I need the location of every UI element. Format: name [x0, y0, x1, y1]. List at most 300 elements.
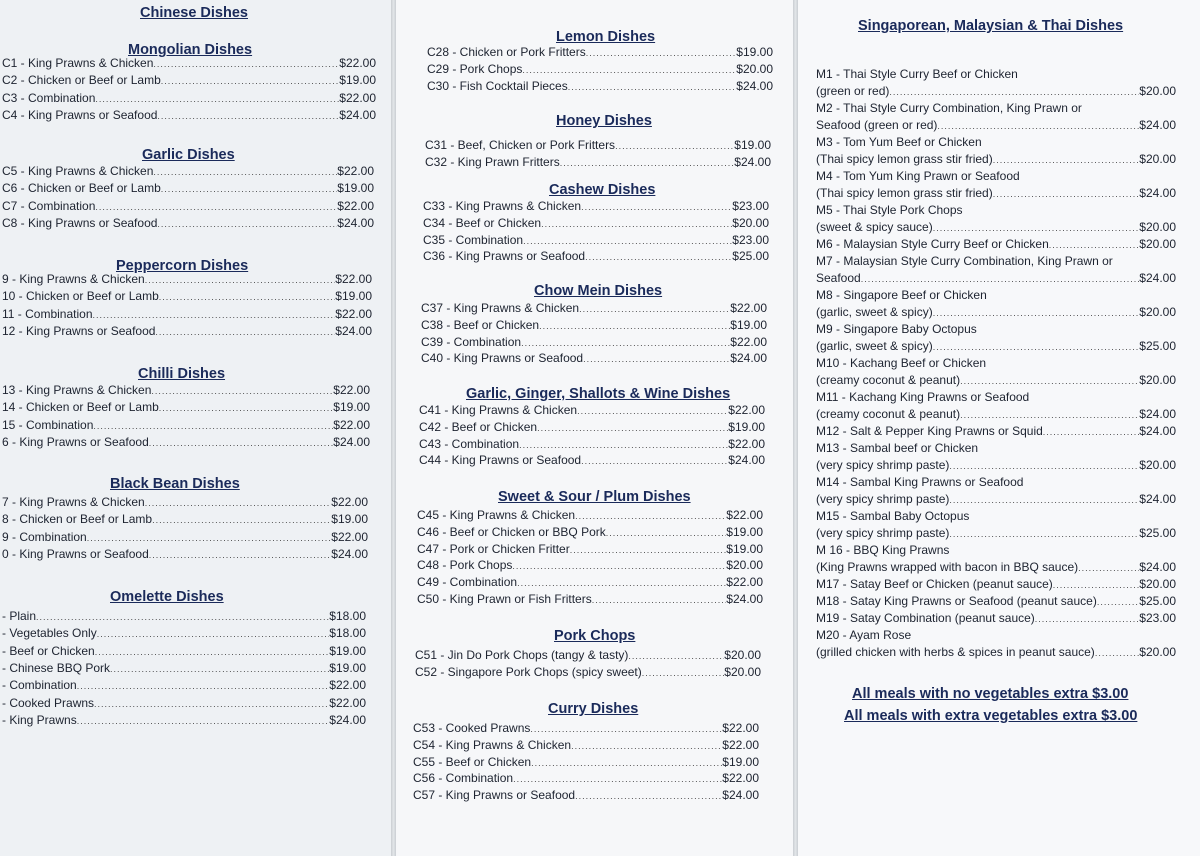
menu-item-name: C2 - Chicken or Beef or Lamb	[2, 73, 161, 88]
dot-leader	[581, 453, 728, 469]
menu-item-price: $22.00	[726, 508, 763, 522]
menu-item-row	[816, 610, 1176, 627]
menu-item-price: $22.00	[331, 495, 368, 509]
menu-item-name: M7 - Malaysian Style Curry Combination, King Prawn or	[816, 254, 1113, 268]
dot-leader	[145, 272, 336, 288]
menu-item-price: $19.00	[736, 45, 773, 59]
dot-leader	[583, 351, 730, 367]
menu-item-name: 8 - Chicken or Beef or Lamb	[2, 512, 153, 527]
dot-leader	[149, 435, 334, 451]
menu-item-price: $24.00	[329, 712, 366, 727]
dot-leader	[541, 216, 732, 232]
menu-item-name: M18 - Satay King Prawns or Seafood (peanut sauce)	[816, 594, 1097, 608]
menu-item-row	[413, 720, 759, 737]
menu-item-row	[816, 372, 1176, 389]
dot-leader	[95, 91, 339, 107]
menu-item-name: C31 - Beef, Chicken or Pork Fritters	[425, 138, 616, 152]
menu-item-name: (King Prawns wrapped with bacon in BBQ sauce)	[816, 560, 1079, 574]
menu-item-price: $22.00	[722, 771, 759, 786]
vegetables-note-2: All meals with extra vegetables extra $3.00	[844, 708, 1138, 724]
menu-item-price: $22.00	[329, 695, 366, 710]
menu-item-row	[417, 574, 763, 591]
dot-leader	[95, 644, 330, 660]
menu-item-name: C8 - King Prawns or Seafood	[2, 215, 158, 230]
menu-item-row	[816, 304, 1176, 321]
menu-item-name: C40 - King Prawns or Seafood	[421, 351, 584, 366]
menu-item-price: $23.00	[732, 199, 769, 213]
menu-item-row	[423, 232, 769, 249]
dot-leader	[937, 118, 1139, 134]
menu-item-price: $19.00	[337, 181, 374, 196]
menu-item-name: C37 - King Prawns & Chicken	[421, 301, 580, 315]
dot-leader	[949, 492, 1139, 508]
menu-item-name: C34 - Beef or Chicken	[423, 215, 542, 230]
dot-leader	[933, 305, 1140, 321]
menu-item-price: $20.00	[1139, 373, 1176, 387]
menu-item-name: M10 - Kachang Beef or Chicken	[816, 356, 987, 370]
menu-item-price: $22.00	[331, 529, 368, 544]
menu-item-name: C45 - King Prawns & Chicken	[417, 508, 576, 522]
menu-item-name: M12 - Salt & Pepper King Prawns or Squid	[816, 424, 1043, 438]
menu-item-price: $19.00	[331, 512, 368, 527]
menu-item-price: $22.00	[730, 301, 767, 315]
menu-item-row	[2, 434, 370, 451]
section-heading: Cashew Dishes	[549, 182, 656, 198]
dot-leader	[149, 547, 332, 563]
menu-item-price: $19.00	[333, 400, 370, 415]
menu-item-name: 15 - Combination	[2, 417, 94, 432]
dot-leader	[161, 181, 338, 197]
menu-item-price: $22.00	[337, 198, 374, 213]
dot-leader	[157, 216, 337, 232]
menu-item-name: C4 - King Prawns or Seafood	[2, 107, 158, 122]
menu-item-name: - Cooked Prawns	[2, 695, 95, 710]
menu-item-name: - Beef or Chicken	[2, 643, 95, 658]
dot-leader	[571, 738, 722, 754]
menu-item-row	[2, 399, 370, 416]
dot-leader	[537, 420, 728, 436]
menu-item-row	[816, 457, 1176, 474]
menu-item-row	[2, 511, 368, 528]
menu-item-name: C1 - King Prawns & Chicken	[2, 56, 154, 70]
menu-item-row	[421, 300, 767, 317]
menu-item-row	[415, 647, 761, 664]
menu-item-name: - Vegetables Only	[2, 626, 97, 641]
menu-item-row	[816, 491, 1176, 508]
menu-item-price: $20.00	[1139, 84, 1176, 98]
menu-item-price: $19.00	[329, 660, 366, 675]
menu-item-price: $25.00	[1139, 594, 1176, 608]
menu-item-price: $24.00	[734, 154, 771, 169]
menu-item-row	[2, 494, 368, 511]
dot-leader	[993, 152, 1140, 168]
menu-item-name: M2 - Thai Style Curry Combination, King Prawn or	[816, 101, 1082, 115]
dot-leader	[575, 508, 726, 524]
dot-leader	[159, 289, 336, 305]
section-heading: Omelette Dishes	[110, 589, 224, 605]
menu-item-row	[427, 61, 773, 78]
menu-item-row	[2, 677, 366, 694]
menu-item-price: $22.00	[339, 56, 376, 70]
menu-item-price: $22.00	[339, 90, 376, 105]
menu-item-name: - Plain	[2, 609, 37, 623]
menu-item-row	[2, 529, 368, 546]
menu-item-price: $19.00	[726, 524, 763, 539]
menu-item-row	[2, 215, 374, 232]
menu-item-price: $20.00	[726, 558, 763, 573]
menu-item-price: $19.00	[728, 419, 765, 434]
dot-leader	[568, 79, 737, 95]
menu-item-row	[816, 236, 1176, 253]
menu-item-price: $20.00	[736, 61, 773, 76]
menu-item-price: $19.00	[730, 317, 767, 332]
menu-item-name: C56 - Combination	[413, 771, 514, 786]
menu-item-name: C44 - King Prawns or Seafood	[419, 453, 582, 468]
dot-leader	[592, 592, 727, 608]
menu-item-row	[816, 423, 1176, 440]
menu-item-price: $23.00	[1139, 611, 1176, 625]
dot-leader	[519, 437, 728, 453]
menu-item-price: $18.00	[329, 609, 366, 623]
menu-item-row	[2, 306, 372, 323]
section-heading: Chow Mein Dishes	[534, 283, 663, 299]
dot-leader	[889, 84, 1139, 100]
menu-item-name: (green or red)	[816, 84, 890, 98]
menu-item-row	[816, 117, 1176, 134]
menu-item-row	[417, 557, 763, 574]
dot-leader	[539, 318, 730, 334]
menu-item-price: $22.00	[333, 383, 370, 397]
menu-item-row	[2, 625, 366, 642]
menu-item-price: $20.00	[1139, 645, 1176, 659]
dot-leader	[579, 301, 730, 317]
dot-leader	[1095, 645, 1139, 661]
menu-item-name: C32 - King Prawn Fritters	[425, 154, 560, 169]
menu-item-price: $22.00	[728, 436, 765, 451]
menu-item-name: C5 - King Prawns & Chicken	[2, 164, 154, 178]
menu-item-name: M14 - Sambal King Prawns or Seafood	[816, 475, 1024, 489]
menu-item-row	[425, 137, 771, 154]
menu-item-row	[2, 198, 374, 215]
menu-item-price: $24.00	[1139, 407, 1176, 421]
menu-item-row	[423, 248, 769, 265]
menu-item-name: C42 - Beef or Chicken	[419, 419, 538, 434]
dot-leader	[512, 558, 726, 574]
dot-leader	[949, 526, 1139, 542]
dot-leader	[77, 678, 330, 694]
menu-item-name: C35 - Combination	[423, 232, 524, 247]
menu-item-name: 12 - King Prawns or Seafood	[2, 323, 156, 338]
menu-item-row	[2, 417, 370, 434]
menu-item-row	[423, 215, 769, 232]
dot-leader	[993, 186, 1140, 202]
menu-item-price: $19.00	[722, 754, 759, 769]
menu-item-name: (Thai spicy lemon grass stir fried)	[816, 186, 993, 200]
dot-leader	[521, 335, 730, 351]
menu-item-name: 14 - Chicken or Beef or Lamb	[2, 400, 159, 415]
menu-item-row	[415, 664, 761, 681]
menu-item-row	[816, 593, 1176, 610]
menu-item-price: $24.00	[1139, 492, 1176, 506]
menu-item-price: $22.00	[730, 334, 767, 349]
menu-item-price: $24.00	[335, 323, 372, 338]
dot-leader	[93, 418, 333, 434]
menu-item-row	[419, 402, 765, 419]
section-heading: Mongolian Dishes	[128, 42, 253, 58]
menu-item-price: $24.00	[331, 546, 368, 561]
menu-item-name: C39 - Combination	[421, 334, 522, 349]
menu-item-row	[413, 787, 759, 804]
menu-item-row	[421, 350, 767, 367]
menu-item-name: C43 - Combination	[419, 436, 520, 451]
menu-item-name: C57 - King Prawns or Seafood	[413, 788, 576, 803]
menu-item-name: M 16 - BBQ King Prawns	[816, 543, 950, 557]
section-heading: Peppercorn Dishes	[116, 258, 249, 274]
dot-leader	[585, 249, 732, 265]
section-heading: Garlic Dishes	[142, 147, 235, 163]
menu-item-name: C6 - Chicken or Beef or Lamb	[2, 181, 161, 196]
menu-item-name: 13 - King Prawns & Chicken	[2, 383, 152, 397]
menu-item-row	[816, 151, 1176, 168]
menu-item-price: $19.00	[329, 643, 366, 658]
dot-leader	[1053, 577, 1140, 593]
menu-item-row	[816, 406, 1176, 423]
menu-item-row	[413, 737, 759, 754]
dot-leader	[110, 661, 329, 677]
menu-item-name: - Combination	[2, 678, 77, 693]
dot-leader	[152, 512, 331, 528]
menu-item-row	[413, 754, 759, 771]
menu-item-row	[816, 185, 1176, 202]
menu-item-row	[419, 452, 765, 469]
menu-item-row	[421, 317, 767, 334]
menu-item-row	[2, 90, 376, 107]
menu-item-row	[419, 436, 765, 453]
menu-item-row	[427, 78, 773, 95]
menu-item-price: $20.00	[724, 664, 761, 679]
menu-item-price: $20.00	[1139, 305, 1176, 319]
menu-item-price: $22.00	[728, 403, 765, 417]
menu-item-row	[2, 323, 372, 340]
menu-item-name: M8 - Singapore Beef or Chicken	[816, 288, 987, 302]
menu-item-name: M17 - Satay Beef or Chicken (peanut sauce)	[816, 577, 1053, 591]
menu-item-row	[417, 541, 763, 558]
menu-item-price: $24.00	[1139, 424, 1176, 438]
dot-leader	[606, 525, 727, 541]
menu-item-row	[2, 163, 374, 180]
menu-item-name: C53 - Cooked Prawns	[413, 721, 531, 735]
menu-item-price: $20.00	[732, 215, 769, 230]
menu-item-name: M6 - Malaysian Style Curry Beef or Chicken	[816, 237, 1049, 251]
menu-item-price: $20.00	[1139, 577, 1176, 591]
menu-item-name: M1 - Thai Style Curry Beef or Chicken	[816, 67, 1018, 81]
menu-item-price: $20.00	[1139, 237, 1176, 251]
menu-item-row	[427, 44, 773, 61]
menu-item-price: $25.00	[1139, 339, 1176, 353]
menu-item-price: $22.00	[726, 575, 763, 590]
dot-leader	[1035, 611, 1140, 627]
dot-leader	[577, 403, 728, 419]
menu-item-row	[2, 608, 366, 625]
dot-leader	[861, 271, 1140, 287]
menu-item-price: $23.00	[732, 232, 769, 247]
menu-item-name: 9 - King Prawns & Chicken	[2, 272, 145, 286]
section-heading: Sweet & Sour / Plum Dishes	[498, 489, 691, 505]
dot-leader	[628, 648, 724, 664]
menu-item-price: $22.00	[329, 678, 366, 693]
menu-item-row	[417, 524, 763, 541]
singaporean-malaysian-thai-title: Singaporean, Malaysian & Thai Dishes	[858, 18, 1124, 34]
menu-item-name: C29 - Pork Chops	[427, 61, 523, 76]
menu-item-row	[425, 154, 771, 171]
dot-leader	[93, 307, 336, 323]
dot-leader	[933, 339, 1140, 355]
menu-item-name: C28 - Chicken or Pork Fritters	[427, 45, 586, 59]
dot-leader	[570, 542, 727, 558]
menu-item-name: (creamy coconut & peanut)	[816, 407, 961, 421]
menu-item-name: Seafood	[816, 271, 861, 285]
dot-leader	[95, 199, 337, 215]
dot-leader	[77, 713, 330, 729]
menu-item-name: M3 - Tom Yum Beef or Chicken	[816, 135, 982, 149]
menu-item-row	[816, 559, 1176, 576]
menu-item-price: $24.00	[333, 434, 370, 449]
menu-item-name: C48 - Pork Chops	[417, 558, 513, 573]
menu-item-name: C30 - Fish Cocktail Pieces	[427, 78, 568, 93]
menu-item-name: (very spicy shrimp paste)	[816, 458, 950, 472]
section-heading: Black Bean Dishes	[110, 476, 240, 492]
dot-leader	[530, 721, 722, 737]
menu-item-name: C38 - Beef or Chicken	[421, 317, 540, 332]
section-heading: Lemon Dishes	[556, 29, 656, 45]
menu-item-name: C49 - Combination	[417, 575, 518, 590]
menu-item-name: 0 - King Prawns or Seafood	[2, 546, 149, 561]
menu-item-price: $24.00	[337, 215, 374, 230]
dot-leader	[94, 696, 329, 712]
dot-leader	[523, 233, 732, 249]
menu-item-price: $24.00	[728, 453, 765, 468]
menu-item-price: $22.00	[722, 721, 759, 735]
menu-item-price: $24.00	[722, 788, 759, 803]
menu-item-name: C54 - King Prawns & Chicken	[413, 737, 572, 752]
menu-item-name: 11 - Combination	[2, 306, 93, 321]
menu-item-name: M15 - Sambal Baby Octopus	[816, 509, 970, 523]
dot-leader	[36, 609, 329, 625]
section-heading: Pork Chops	[554, 628, 636, 644]
menu-item-price: $25.00	[1139, 526, 1176, 540]
dot-leader	[157, 108, 339, 124]
menu-item-price: $22.00	[333, 417, 370, 432]
menu-item-price: $19.00	[335, 289, 372, 304]
menu-item-name: Seafood (green or red)	[816, 118, 938, 132]
section-heading: Chilli Dishes	[138, 366, 226, 382]
menu-item-name: C7 - Combination	[2, 198, 96, 213]
dot-leader	[155, 324, 335, 340]
menu-item-price: $19.00	[339, 73, 376, 88]
menu-item-row	[419, 419, 765, 436]
menu-item-price: $18.00	[329, 626, 366, 641]
dot-leader	[1049, 237, 1140, 253]
menu-item-name: C50 - King Prawn or Fish Fritters	[417, 592, 592, 606]
dot-leader	[87, 530, 332, 546]
menu-item-row	[417, 591, 763, 608]
menu-item-price: $20.00	[1139, 152, 1176, 166]
dot-leader	[97, 626, 330, 642]
menu-item-row	[2, 712, 366, 729]
menu-item-price: $24.00	[339, 107, 376, 122]
chinese-dishes-title: Chinese Dishes	[140, 5, 248, 21]
dot-leader	[153, 56, 339, 72]
menu-item-price: $24.00	[1139, 271, 1176, 285]
menu-item-price: $24.00	[1139, 118, 1176, 132]
menu-item-name: C36 - King Prawns or Seafood	[423, 249, 586, 264]
menu-item-name: (Thai spicy lemon grass stir fried)	[816, 152, 993, 166]
dot-leader	[151, 383, 333, 399]
menu-item-price: $20.00	[724, 648, 761, 662]
dot-leader	[960, 373, 1139, 389]
menu-item-row	[2, 695, 366, 712]
dot-leader	[642, 665, 725, 681]
menu-item-name: 6 - King Prawns or Seafood	[2, 434, 149, 449]
menu-item-row	[2, 546, 368, 563]
menu-item-row	[2, 271, 372, 288]
menu-item-price: $24.00	[730, 351, 767, 366]
menu-item-name: C51 - Jin Do Pork Chops (tangy & tasty)	[415, 648, 629, 662]
menu-item-name: M13 - Sambal beef or Chicken	[816, 441, 979, 455]
menu-item-name: M9 - Singapore Baby Octopus	[816, 322, 977, 336]
menu-item-name: C52 - Singapore Pork Chops (spicy sweet)	[415, 664, 642, 679]
menu-item-row	[421, 334, 767, 351]
dot-leader	[153, 164, 337, 180]
menu-item-name: (creamy coconut & peanut)	[816, 373, 961, 387]
menu-item-row	[2, 382, 370, 399]
dot-leader	[1097, 594, 1139, 610]
menu-item-name: (garlic, sweet & spicy)	[816, 339, 933, 353]
menu-item-name: 10 - Chicken or Beef or Lamb	[2, 289, 159, 304]
menu-item-row	[816, 576, 1176, 593]
menu-item-name: 7 - King Prawns & Chicken	[2, 495, 145, 509]
menu-item-row	[816, 525, 1176, 542]
menu-item-price: $24.00	[1139, 560, 1176, 574]
menu-item-price: $24.00	[736, 78, 773, 93]
menu-item-name: M11 - Kachang King Prawns or Seafood	[816, 390, 1030, 404]
menu-item-price: $22.00	[335, 272, 372, 286]
menu-item-name: 9 - Combination	[2, 529, 87, 544]
menu-item-name: - Chinese BBQ Pork	[2, 660, 111, 675]
menu-item-row	[2, 288, 372, 305]
menu-item-name: (very spicy shrimp paste)	[816, 492, 950, 506]
menu-item-name: (garlic, sweet & spicy)	[816, 305, 933, 319]
menu-item-price: $24.00	[1139, 186, 1176, 200]
vegetables-note-1: All meals with no vegetables extra $3.00	[852, 686, 1129, 702]
dot-leader	[161, 73, 340, 89]
dot-leader	[960, 407, 1139, 423]
menu-item-name: M19 - Satay Combination (peanut sauce)	[816, 611, 1035, 625]
dot-leader	[560, 155, 735, 171]
menu-item-row	[816, 644, 1176, 661]
menu-item-name: M20 - Ayam Rose	[816, 628, 912, 642]
menu-item-row	[2, 660, 366, 677]
menu-item-price: $20.00	[1139, 220, 1176, 234]
menu-item-row	[417, 507, 763, 524]
menu-item-name: M5 - Thai Style Pork Chops	[816, 203, 963, 217]
dot-leader	[1078, 560, 1139, 576]
dot-leader	[581, 199, 732, 215]
menu-item-row	[2, 107, 376, 124]
menu-item-price: $22.00	[722, 737, 759, 752]
dot-leader	[517, 575, 726, 591]
menu-item-row	[2, 180, 374, 197]
